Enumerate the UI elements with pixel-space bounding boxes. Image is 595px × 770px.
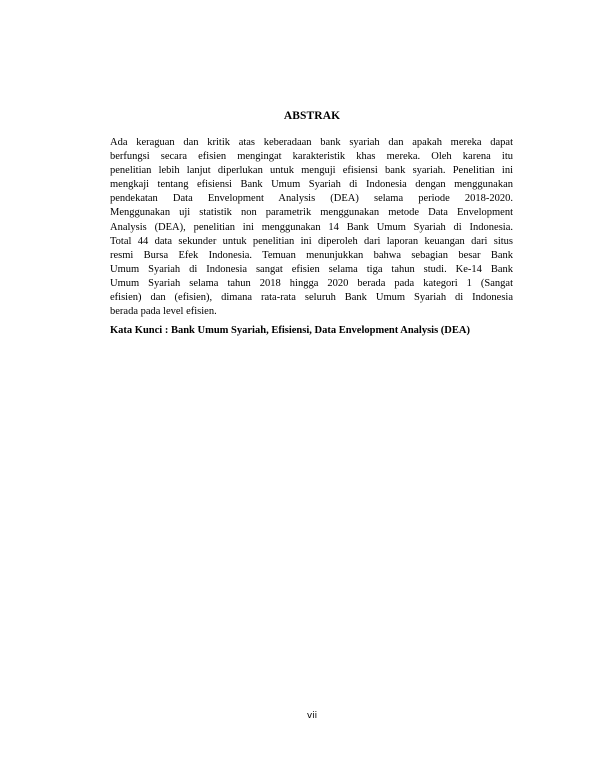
abstract-heading: ABSTRAK	[283, 110, 341, 122]
abstract-line: Umum Syariah di Indonesia sangat efisien selama tiga tahun studi. Ke-14 Bank	[110, 263, 513, 275]
abstract-line: Total 44 data sekunder untuk penelitian ini diperoleh dari laporan keuangan dari situs	[110, 235, 513, 247]
abstract-line: mengkaji tentang efisiensi Bank Umum Syariah di Indonesia dengan menggunakan	[110, 179, 513, 191]
abstract-line: berfungsi secara efisien mengingat karakteristik khas mereka. Oleh karena itu	[110, 151, 513, 163]
abstract-line: Ada keraguan dan kritik atas keberadaan bank syariah dan apakah mereka dapat	[110, 137, 513, 148]
abstract-line: Umum Syariah selama tahun 2018 hingga 2020 berada pada kategori 1 (Sangat	[110, 277, 513, 289]
abstract-line: pendekatan Data Envelopment Analysis (DEA) selama periode 2018-2020.	[110, 193, 513, 205]
abstract-line: berada pada level efisien.	[110, 306, 217, 318]
abstract-line: Analysis (DEA), penelitian ini menggunakan 14 Bank Umum Syariah di Indonesia.	[110, 221, 513, 233]
keywords-line: Kata Kunci : Bank Umum Syariah, Efisiensi, Data Envelopment Analysis (DEA)	[110, 325, 470, 336]
page-number: vii	[306, 711, 318, 721]
abstract-line: penelitian lebih lanjut diperlukan untuk menguji efisiensi bank syariah. Penelitian ini	[110, 165, 513, 177]
abstract-line: efisien) dan (efisien), dimana rata-rata seluruh Bank Umum Syariah di Indonesia	[110, 292, 513, 304]
abstract-paragraph	[110, 136, 513, 319]
abstract-line: resmi Bursa Efek Indonesia. Temuan menunjukkan bahwa sebagian besar Bank	[110, 249, 513, 261]
abstract-line: Menggunakan uji statistik non parametrik menggunakan metode Data Envelopment	[110, 207, 513, 219]
